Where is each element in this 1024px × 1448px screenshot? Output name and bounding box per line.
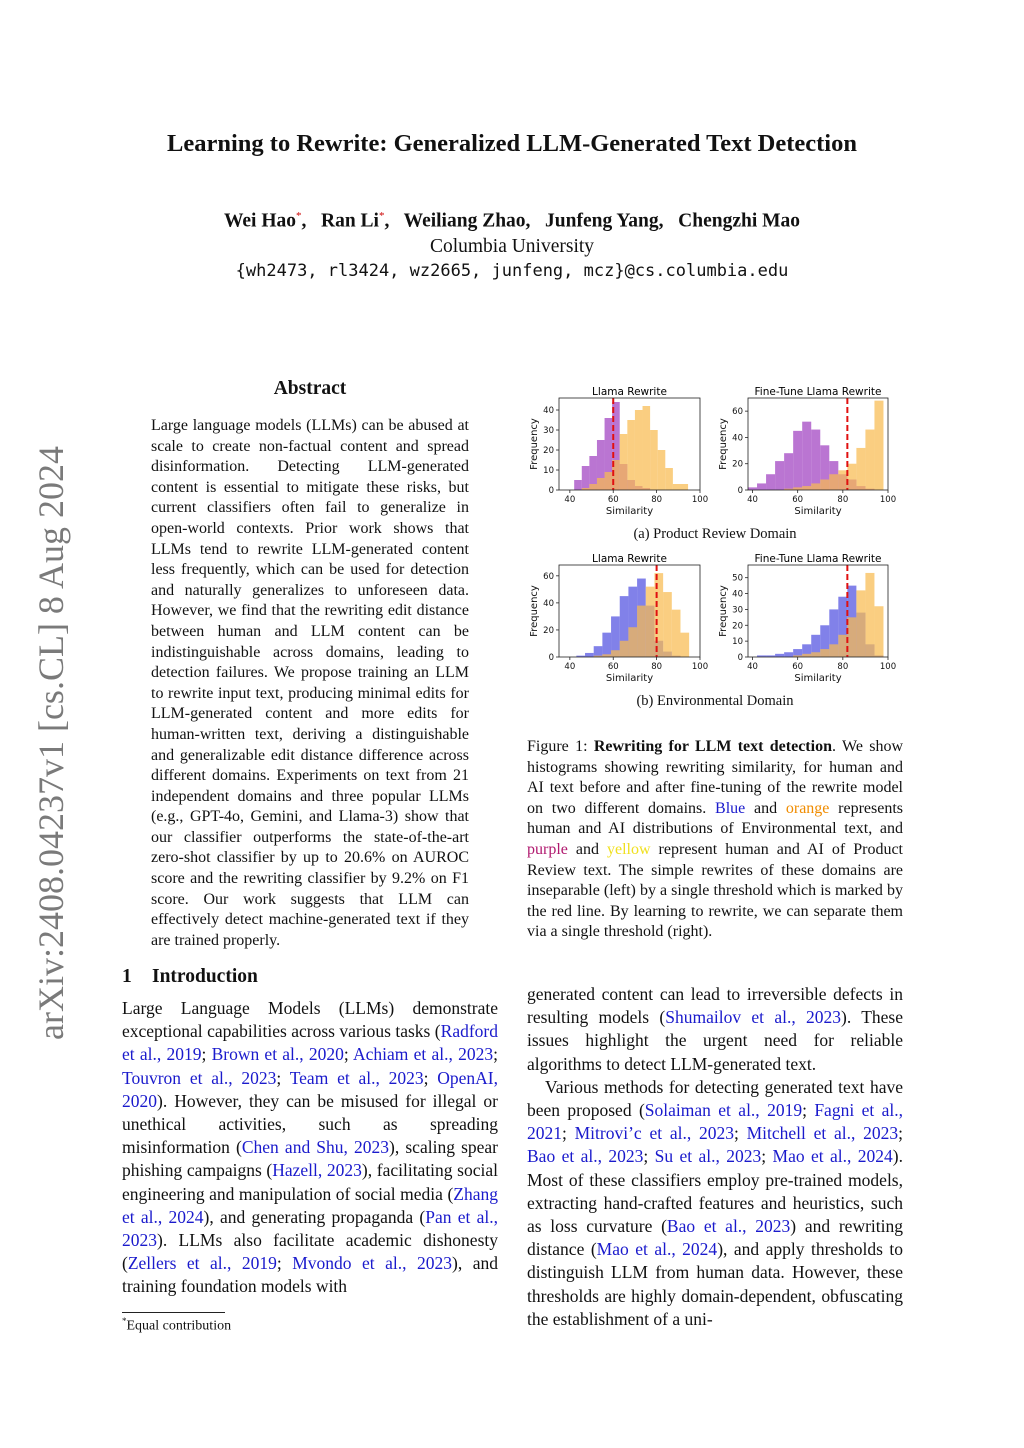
abstract-text: Large language models (LLMs) can be abused at scale to create non-factual content and spread disinformation. Detecting LLM-generated content is essential to mitigate these risks, but current classifiers often fail to generalize in open-world contexts. Prior work shows that LLMs tend to rewrite LLM-generated content less frequently, which can be used for detection and naturally generalizes to unforeseen data. However, we find that the rewriting edit distance between human and LLM content can be indistinguishable across domains, leading to detection failures. We propose training an LLM to rewrite input text, producing minimal edits for LLM-generated content and more edits for human-written text, deriving a distinguishable and generalizable edit distance difference across different domains. Experiments on text from 21 independent domains and three popular LLMs (e.g., GPT-4o, Gemini, and Llama-3) show that our classifier outperforms the state-of-the-art zero-shot classifier by up to 20.6% on AUROC score and the rewriting classifier by 9.2% on F1 score. Our work suggests that LLM can effectively detect machine-generated text if they are trained properly. xyxy=(151,417,469,949)
x-tick-label: 40 xyxy=(564,662,576,672)
chart-title: Fine-Tune Llama Rewrite xyxy=(754,553,882,565)
author-list: Wei Hao*, Ran Li*, Weiliang Zhao, Junfeng Yang, Chengzhi Mao xyxy=(223,210,801,232)
footnote-rule xyxy=(122,1312,225,1313)
histogram-bar xyxy=(847,464,856,490)
histogram-bar xyxy=(574,480,582,490)
author-name: Wei Hao xyxy=(223,210,296,232)
x-tick-label: 80 xyxy=(837,662,849,672)
histogram-bar xyxy=(620,434,628,490)
y-tick-label: 50 xyxy=(732,573,743,584)
y-tick-label: 0 xyxy=(737,653,743,663)
histogram-bar xyxy=(829,474,838,490)
histogram-bar xyxy=(775,654,784,657)
histogram-panel xyxy=(718,386,896,517)
y-tick-label: 0 xyxy=(548,486,554,496)
abstract-heading: Abstract xyxy=(273,378,347,399)
histogram-bar xyxy=(658,450,666,490)
histogram-bar xyxy=(635,410,643,490)
x-tick-label: 40 xyxy=(747,662,758,672)
footnote-mark: * xyxy=(122,1316,127,1326)
y-tick-label: 30 xyxy=(543,426,554,436)
histogram-bar xyxy=(766,474,775,490)
footnote-text: Equal contribution xyxy=(126,1318,232,1334)
histogram-bar xyxy=(793,431,802,490)
x-tick-label: 80 xyxy=(651,495,663,505)
y-tick-label: 20 xyxy=(543,446,554,456)
x-tick-label: 40 xyxy=(564,495,576,505)
histogram-bar xyxy=(874,606,883,657)
histogram-bar xyxy=(650,430,658,490)
histogram-bar xyxy=(602,633,611,657)
histogram-bar xyxy=(856,590,865,657)
y-tick-label: 0 xyxy=(548,653,554,663)
figure-caption xyxy=(527,737,903,943)
y-tick-label: 20 xyxy=(732,621,743,632)
x-tick-label: 100 xyxy=(691,662,709,672)
histogram-bar xyxy=(847,617,856,657)
histogram-bar xyxy=(865,430,874,490)
caption-label: Figure 1: xyxy=(527,738,594,755)
histogram-bar xyxy=(665,468,673,490)
x-axis-label: Similarity xyxy=(794,673,842,684)
y-tick-label: 0 xyxy=(737,486,743,496)
histogram-bar xyxy=(784,652,793,657)
y-tick-label: 60 xyxy=(543,571,554,582)
author-name: Weiliang Zhao xyxy=(403,210,526,232)
histogram-panel xyxy=(718,553,896,684)
histogram-bar xyxy=(589,484,597,490)
x-axis-label: Similarity xyxy=(605,673,654,684)
x-tick-label: 100 xyxy=(691,495,709,505)
y-axis-label: Frequency xyxy=(529,585,540,637)
histogram-bar xyxy=(802,422,811,490)
histogram-bar xyxy=(673,484,681,490)
author-name: Junfeng Yang xyxy=(545,210,659,232)
histogram-bar xyxy=(811,483,820,490)
caption-body: . We show histograms showing rewriting similarity, for human and AI text before and after fine-tuning of the rewrite model on two different domains. Blue and orange represents human and AI distributions of Environmental text, and purple and yellow represent human and AI of Product Review text. The simple rewrites of these domains are inseparable (left) by a single threshold which is marked by the red line. By learning to rewrite, we can separate them via a single threshold (right). xyxy=(527,738,904,941)
section-title: Introduction xyxy=(152,966,258,987)
histogram-bar xyxy=(594,646,603,657)
histogram-bar xyxy=(820,649,829,657)
y-tick-label: 40 xyxy=(543,598,554,609)
histogram-bar xyxy=(829,644,838,657)
y-tick-label: 10 xyxy=(543,466,554,476)
histogram-bar xyxy=(811,430,820,490)
histogram-bar xyxy=(643,406,651,490)
y-axis-label: Frequency xyxy=(529,418,540,470)
footnote xyxy=(122,1316,231,1335)
section-number: 1 xyxy=(122,966,132,987)
x-tick-label: 100 xyxy=(879,662,897,672)
histogram-bar xyxy=(628,627,637,657)
histogram-bar xyxy=(856,448,865,490)
paper-title: Learning to Rewrite: Generalized LLM-Generated Text Detection xyxy=(167,130,857,157)
histogram-bar xyxy=(802,654,811,657)
y-tick-label: 60 xyxy=(732,407,743,418)
x-tick-label: 60 xyxy=(792,662,804,672)
x-tick-label: 40 xyxy=(747,495,758,505)
paragraph: generated content can lead to irreversible defects in resulting models (Shumailov et al., 2023). These issues highlight the urgent need for reliable algorithms to detect LLM-generated text. xyxy=(527,984,904,1074)
histogram-bar xyxy=(611,650,620,657)
histogram-bar xyxy=(646,587,655,657)
y-tick-label: 40 xyxy=(732,589,743,600)
histogram-bar xyxy=(605,472,613,490)
x-tick-label: 60 xyxy=(792,495,804,505)
chart-title: Fine-Tune Llama Rewrite xyxy=(754,386,882,398)
intro-left-column: Large Language Models (LLMs) demonstrate exceptional capabilities across various tasks (Radford et al., 2019; Brown et al., 2020; Achiam et al., 2023; Touvron et al., 2023; Team et al., 2023; OpenAI, 2020). However, they can be misused for illegal or unethical activities, such as spreading misinformation (Chen and Shu, 2023), scaling spear phishing campaigns (Hazell, 2023), facilitating social engineering and manipulation of social media (Zhang et al., 2024), and generating propaganda (Pan et al., 2023). LLMs also facilitate academic dishonesty (Zellers et al., 2019; Mvondo et al., 2023), and training foundation models with xyxy=(122,998,499,1297)
caption-bold: Rewriting for LLM text detection xyxy=(593,738,832,755)
y-axis-label: Frequency xyxy=(718,585,729,637)
x-axis-label: Similarity xyxy=(794,506,842,517)
chart-title: Llama Rewrite xyxy=(592,553,667,565)
histogram-bar xyxy=(811,652,820,657)
histogram-panel xyxy=(529,386,708,517)
histogram-bar xyxy=(757,483,766,490)
y-tick-label: 40 xyxy=(543,406,554,416)
intro-right-column xyxy=(527,983,903,1331)
x-axis-label: Similarity xyxy=(605,506,654,517)
x-tick-label: 80 xyxy=(837,495,849,505)
subcaption-a: (a) Product Review Domain xyxy=(633,526,797,542)
histogram-bar xyxy=(838,470,847,490)
x-tick-label: 60 xyxy=(607,495,619,505)
histogram-bar xyxy=(597,478,605,490)
author-emails[interactable]: {wh2473, rl3424, wz2665, junfeng, mcz}@cs.columbia.edu xyxy=(235,261,789,281)
histogram-bar xyxy=(602,654,611,657)
histogram-bar xyxy=(620,641,629,657)
y-tick-label: 20 xyxy=(732,459,743,470)
x-tick-label: 60 xyxy=(607,662,619,672)
histogram-bar xyxy=(663,592,672,657)
histogram-bar xyxy=(784,453,793,490)
histogram-bar xyxy=(775,461,784,490)
y-tick-label: 30 xyxy=(732,605,743,616)
author-name: Chengzhi Mao xyxy=(678,210,801,232)
subcaption-b: (b) Environmental Domain xyxy=(636,693,794,709)
affiliation: Columbia University xyxy=(429,236,595,257)
histogram-bar xyxy=(874,401,883,490)
author-name: Ran Li xyxy=(321,210,379,232)
x-tick-label: 100 xyxy=(879,495,897,505)
section-heading xyxy=(122,966,258,988)
x-tick-label: 80 xyxy=(651,662,663,672)
histogram-bar xyxy=(585,653,594,657)
histogram-bar xyxy=(838,635,847,657)
histogram-bar xyxy=(637,606,646,657)
author-mark: * xyxy=(378,210,385,222)
figure-1 xyxy=(527,378,903,708)
paragraph: Various methods for detecting generated text have been proposed (Solaiman et al., 2019; Fagni et al., 2021; Mitrovi’c et al., 2023; Mitchell et al., 2023; Bao et al., 2023; Su et al., 2023; Mao et al., 2024). Most of these classifiers employ pre-trained models, extracting hand-crafted features and heuristics, such as loss curvature (Bao et al., 2023) and rewriting distance (Mao et al., 2024), and apply thresholds to distinguish LLM from human data. However, these thresholds are highly domain-dependent, obfuscating the establishment of a uni- xyxy=(527,1076,904,1329)
histogram-bar xyxy=(680,633,689,657)
histogram-bar xyxy=(820,479,829,490)
histogram-bar xyxy=(865,573,874,657)
histogram-bar xyxy=(627,420,635,490)
author-mark: * xyxy=(296,210,302,222)
chart-title: Llama Rewrite xyxy=(592,386,667,398)
arxiv-identifier[interactable]: arXiv:2408.04237v1 [cs.CL] 8 Aug 2024 xyxy=(31,446,71,1040)
histogram-panel xyxy=(529,553,708,684)
y-tick-label: 40 xyxy=(732,433,743,444)
y-tick-label: 10 xyxy=(732,637,743,648)
histogram-bar xyxy=(680,484,688,490)
y-axis-label: Frequency xyxy=(718,418,729,470)
histogram-bar xyxy=(582,466,590,490)
y-tick-label: 20 xyxy=(543,625,554,636)
histogram-bar xyxy=(802,486,811,490)
histogram-bar xyxy=(672,610,681,657)
